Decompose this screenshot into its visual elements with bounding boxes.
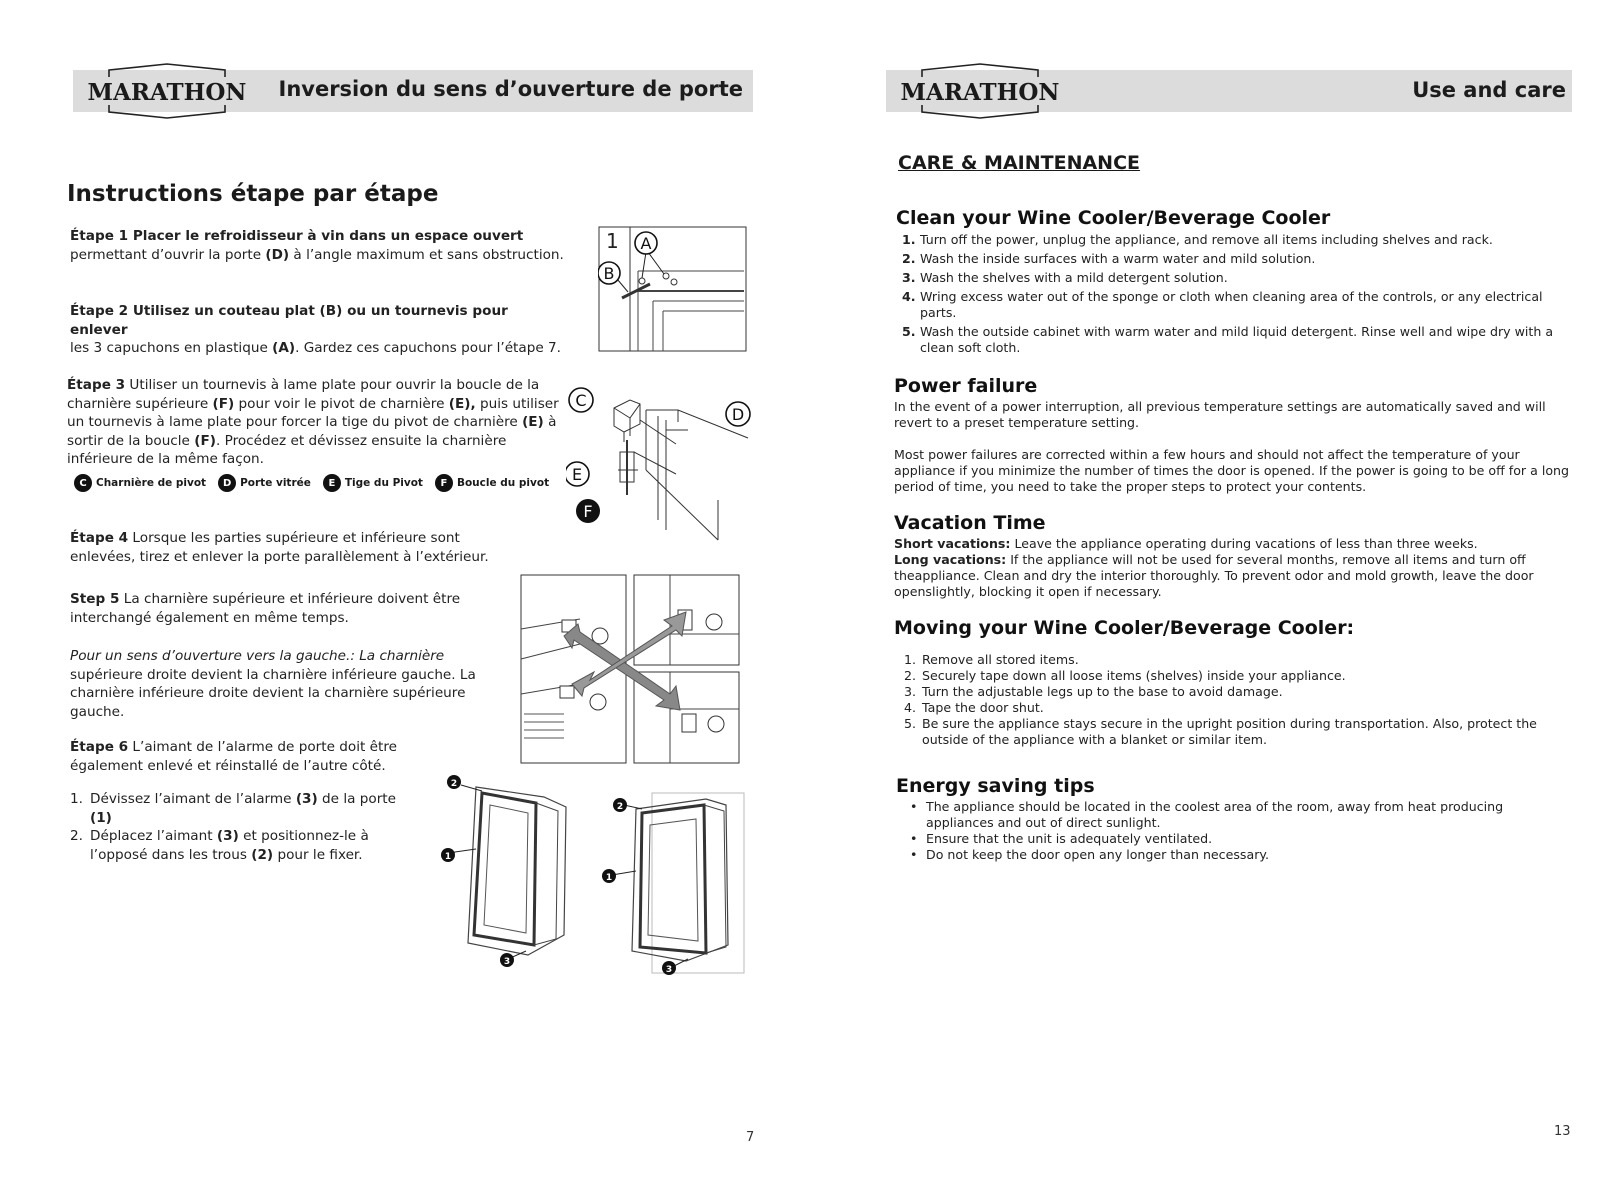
step-2 xyxy=(70,302,570,358)
step-3-text-4: à sortir de la boucle xyxy=(67,414,557,449)
step-5-text: La charnière supérieure et inférieure doivent être interchangé également en même temps. xyxy=(70,591,461,626)
hinge-legend xyxy=(74,474,549,492)
step-4 xyxy=(70,529,520,566)
list-item xyxy=(892,716,1572,748)
list-text: Dévissez l’aimant de l’alarme xyxy=(90,791,296,807)
label-d: D xyxy=(731,405,745,424)
legend-item xyxy=(435,474,549,492)
moving-title: Moving your Wine Cooler/Beverage Cooler: xyxy=(894,617,1355,639)
magnet-steps xyxy=(70,790,420,864)
list-item: • Do not keep the door open any longer than necessary. xyxy=(894,847,1574,863)
list-item xyxy=(890,232,1580,248)
vacation-title: Vacation Time xyxy=(894,512,1046,534)
left-opening-text: supérieure droite devient la charnière inférieure gauche. La charnière inférieure droite devient la charnière supérieure gauche. xyxy=(70,666,476,720)
door-label-2: 2 xyxy=(450,779,458,789)
figure-door-magnet xyxy=(436,775,756,975)
page-header xyxy=(886,70,1572,112)
door-label-2b: 2 xyxy=(616,802,624,812)
clean-list xyxy=(890,232,1580,356)
list-number: 1. xyxy=(904,652,917,667)
list-text: Déplacez l’aimant xyxy=(90,828,217,844)
list-number: 3. xyxy=(904,684,917,699)
list-number: 1. xyxy=(902,232,916,247)
legend-label: Porte vitrée xyxy=(240,477,311,489)
right-page xyxy=(808,0,1616,1191)
energy-list xyxy=(894,799,1574,863)
legend-label: Tige du Pivot xyxy=(344,477,423,489)
step-4-label: Étape 4 xyxy=(70,530,129,546)
step-3-label: Étape 3 xyxy=(67,377,126,393)
power-text-2: Most power failures are corrected within a few hours and should not affect the temperature of your appliance if you minimize the number of times the door is opened. If the power is going to be off for a long period of time, you need to take the proper steps to protect your contents. xyxy=(894,447,1570,494)
power-title: Power failure xyxy=(894,375,1038,397)
step-2-text: les 3 capuchons en plastique xyxy=(70,340,273,356)
list-bold: (3) xyxy=(295,791,318,807)
list-number: 3. xyxy=(902,270,916,285)
step-3-text-2: pour voir le pivot de charnière xyxy=(234,395,449,412)
list-item xyxy=(70,790,420,827)
energy-title: Energy saving tips xyxy=(896,775,1095,797)
step-1-text-end: à l’angle maximum et sans obstruction. xyxy=(289,246,564,263)
step-6-text: L’aimant de l’alarme de porte doit être également enlevé et réinstallé de l’autre côté. xyxy=(70,739,397,774)
list-item xyxy=(892,668,1572,684)
page-number: 7 xyxy=(746,1130,755,1145)
step-3-bold-e: (E), xyxy=(448,395,476,412)
list-text: Be sure the appliance stays secure in the upright position during transportation. Also, protect the outside of the appliance with a blanket or similar item. xyxy=(922,716,1537,747)
step-1 xyxy=(70,227,570,264)
list-item: • Ensure that the unit is adequately ventilated. xyxy=(894,831,1574,847)
door-label-1b: 1 xyxy=(605,873,613,883)
list-item xyxy=(892,700,1572,716)
list-item xyxy=(892,684,1572,700)
step-6 xyxy=(70,738,440,775)
door-label-1: 1 xyxy=(444,852,452,862)
section-heading: CARE & MAINTENANCE xyxy=(898,152,1141,174)
legend-key: D xyxy=(218,474,236,492)
label-e: E xyxy=(571,465,583,484)
left-opening-note xyxy=(70,647,510,721)
list-text-3: pour le fixer. xyxy=(273,846,363,863)
power-text-1: In the event of a power interruption, all previous temperature settings are automatically saved and will revert to a preset temperature setting. xyxy=(894,399,1546,430)
figure-hinge xyxy=(578,390,753,545)
legend-key: C xyxy=(74,474,92,492)
list-bold-2: (2) xyxy=(251,846,274,863)
list-item xyxy=(70,827,420,864)
step-1-label: Étape 1 Placer le refroidisseur à vin dans un espace ouvert xyxy=(70,228,524,244)
label-a: A xyxy=(640,234,652,253)
label-b: B xyxy=(603,264,615,283)
list-text: Turn the adjustable legs up to the base to avoid damage. xyxy=(922,684,1283,699)
legend-item xyxy=(323,474,423,492)
long-vacation-text: If the appliance will not be used for several months, remove all items and turn off theappliance. Clean and dry the interior thoroughly. To prevent odor and mold growth, leave the door openslightly, blocking it open if necessary. xyxy=(894,552,1534,599)
list-text: Wash the outside cabinet with warm water and mild liquid detergent. Rinse well and wipe dry with a clean soft cloth. xyxy=(920,324,1554,355)
legend-item xyxy=(74,474,206,492)
legend-key: E xyxy=(323,474,341,492)
list-number: 4. xyxy=(902,289,916,304)
short-vacation-label: Short vacations: xyxy=(894,536,1011,551)
legend-key: F xyxy=(435,474,453,492)
label-f: F xyxy=(583,502,593,521)
step-2-label: Étape 2 Utilisez un couteau plat (B) ou un tournevis pour enlever xyxy=(70,303,508,338)
logo-text: MARATHON xyxy=(900,79,1060,106)
figure-number: 1 xyxy=(606,229,619,253)
page-number: 13 xyxy=(1554,1124,1571,1139)
marathon-logo xyxy=(87,62,247,120)
list-item xyxy=(890,289,1580,321)
list-text: Securely tape down all loose items (shelves) inside your appliance. xyxy=(922,668,1346,683)
list-item xyxy=(890,251,1580,267)
marathon-logo xyxy=(900,62,1060,120)
moving-list xyxy=(892,652,1572,748)
step-3 xyxy=(67,376,571,469)
list-item xyxy=(892,652,1572,668)
legend-item xyxy=(218,474,311,492)
list-number: 1. xyxy=(70,791,83,807)
clean-title: Clean your Wine Cooler/Beverage Cooler xyxy=(896,207,1331,229)
list-number: 2. xyxy=(904,668,917,683)
header-title: Inversion du sens d’ouverture de porte xyxy=(278,77,743,101)
door-label-3b: 3 xyxy=(665,965,673,975)
list-text: Tape the door shut. xyxy=(922,700,1044,715)
step-6-label: Étape 6 xyxy=(70,739,129,755)
list-text-2: et positionnez-le à l’opposé dans les trous xyxy=(90,828,369,863)
long-vacation-label: Long vacations: xyxy=(894,552,1007,567)
step-3-bold-f2: (F) xyxy=(194,432,216,449)
step-3-text-3: puis utiliser un tournevis à lame plate pour forcer la tige du pivot de charnière xyxy=(67,395,559,430)
label-c: C xyxy=(575,391,587,410)
legend-label: Boucle du pivot xyxy=(456,477,550,489)
list-text: Turn off the power, unplug the appliance, and remove all items including shelves and rack. xyxy=(920,232,1493,247)
figure-hinge-labels xyxy=(566,385,602,525)
step-4-text: Lorsque les parties supérieure et inférieure sont enlevées, tirez et enlever la porte parallèlement à l’extérieur. xyxy=(70,530,489,565)
page-header xyxy=(73,70,753,112)
step-3-text: Utiliser un tournevis à lame plate pour ouvrir la boucle de la charnière supérieure xyxy=(67,377,540,412)
step-2-text-end: . Gardez ces capuchons pour l’étape 7. xyxy=(295,340,562,356)
vacation-text xyxy=(894,536,1584,600)
list-text-2: de la porte xyxy=(317,791,396,807)
list-item xyxy=(890,324,1580,356)
list-text: Wash the shelves with a mild detergent solution. xyxy=(920,270,1228,285)
list-number: 5. xyxy=(904,716,917,731)
figure-hinge-swap xyxy=(520,574,740,764)
step-3-bold-e2: (E) xyxy=(522,414,544,430)
door-label-3: 3 xyxy=(503,957,511,967)
step-3-text-5: . Procédez et dévissez ensuite la charnière inférieure de la même façon. xyxy=(67,432,507,467)
step-2-bold: (A) xyxy=(272,340,296,356)
step-5 xyxy=(70,590,500,627)
logo-text: MARATHON xyxy=(87,79,247,106)
list-number: 2. xyxy=(70,828,83,844)
step-3-bold-f: (F) xyxy=(212,395,235,412)
list-number: 5. xyxy=(902,324,916,339)
list-bold: (3) xyxy=(216,828,239,844)
list-item xyxy=(890,270,1580,286)
list-item: • The appliance should be located in the coolest area of the room, away from heat producing appliances and out of direct sunlight. xyxy=(894,799,1574,831)
page-heading: Instructions étape par étape xyxy=(67,181,439,207)
step-1-text: permettant d’ouvrir la porte xyxy=(70,246,266,263)
list-number: 2. xyxy=(902,251,916,266)
left-opening-italic: Pour un sens d’ouverture vers la gauche.: La charnière xyxy=(70,648,445,664)
figure-caps-removal xyxy=(598,226,748,352)
header-title: Use and care xyxy=(1412,78,1566,102)
step-5-label: Step 5 xyxy=(70,591,120,607)
list-number: 4. xyxy=(904,700,917,715)
step-1-bold: (D) xyxy=(265,246,290,263)
list-bold-2: (1) xyxy=(90,809,112,826)
list-text: Wring excess water out of the sponge or cloth when cleaning area of the controls, or any electrical parts. xyxy=(920,289,1543,320)
list-text: Remove all stored items. xyxy=(922,652,1079,667)
legend-label: Charnière de pivot xyxy=(96,477,207,489)
list-text: Wash the inside surfaces with a warm water and mild solution. xyxy=(920,251,1316,266)
short-vacation-text: Leave the appliance operating during vacations of less than three weeks. xyxy=(1010,536,1478,551)
